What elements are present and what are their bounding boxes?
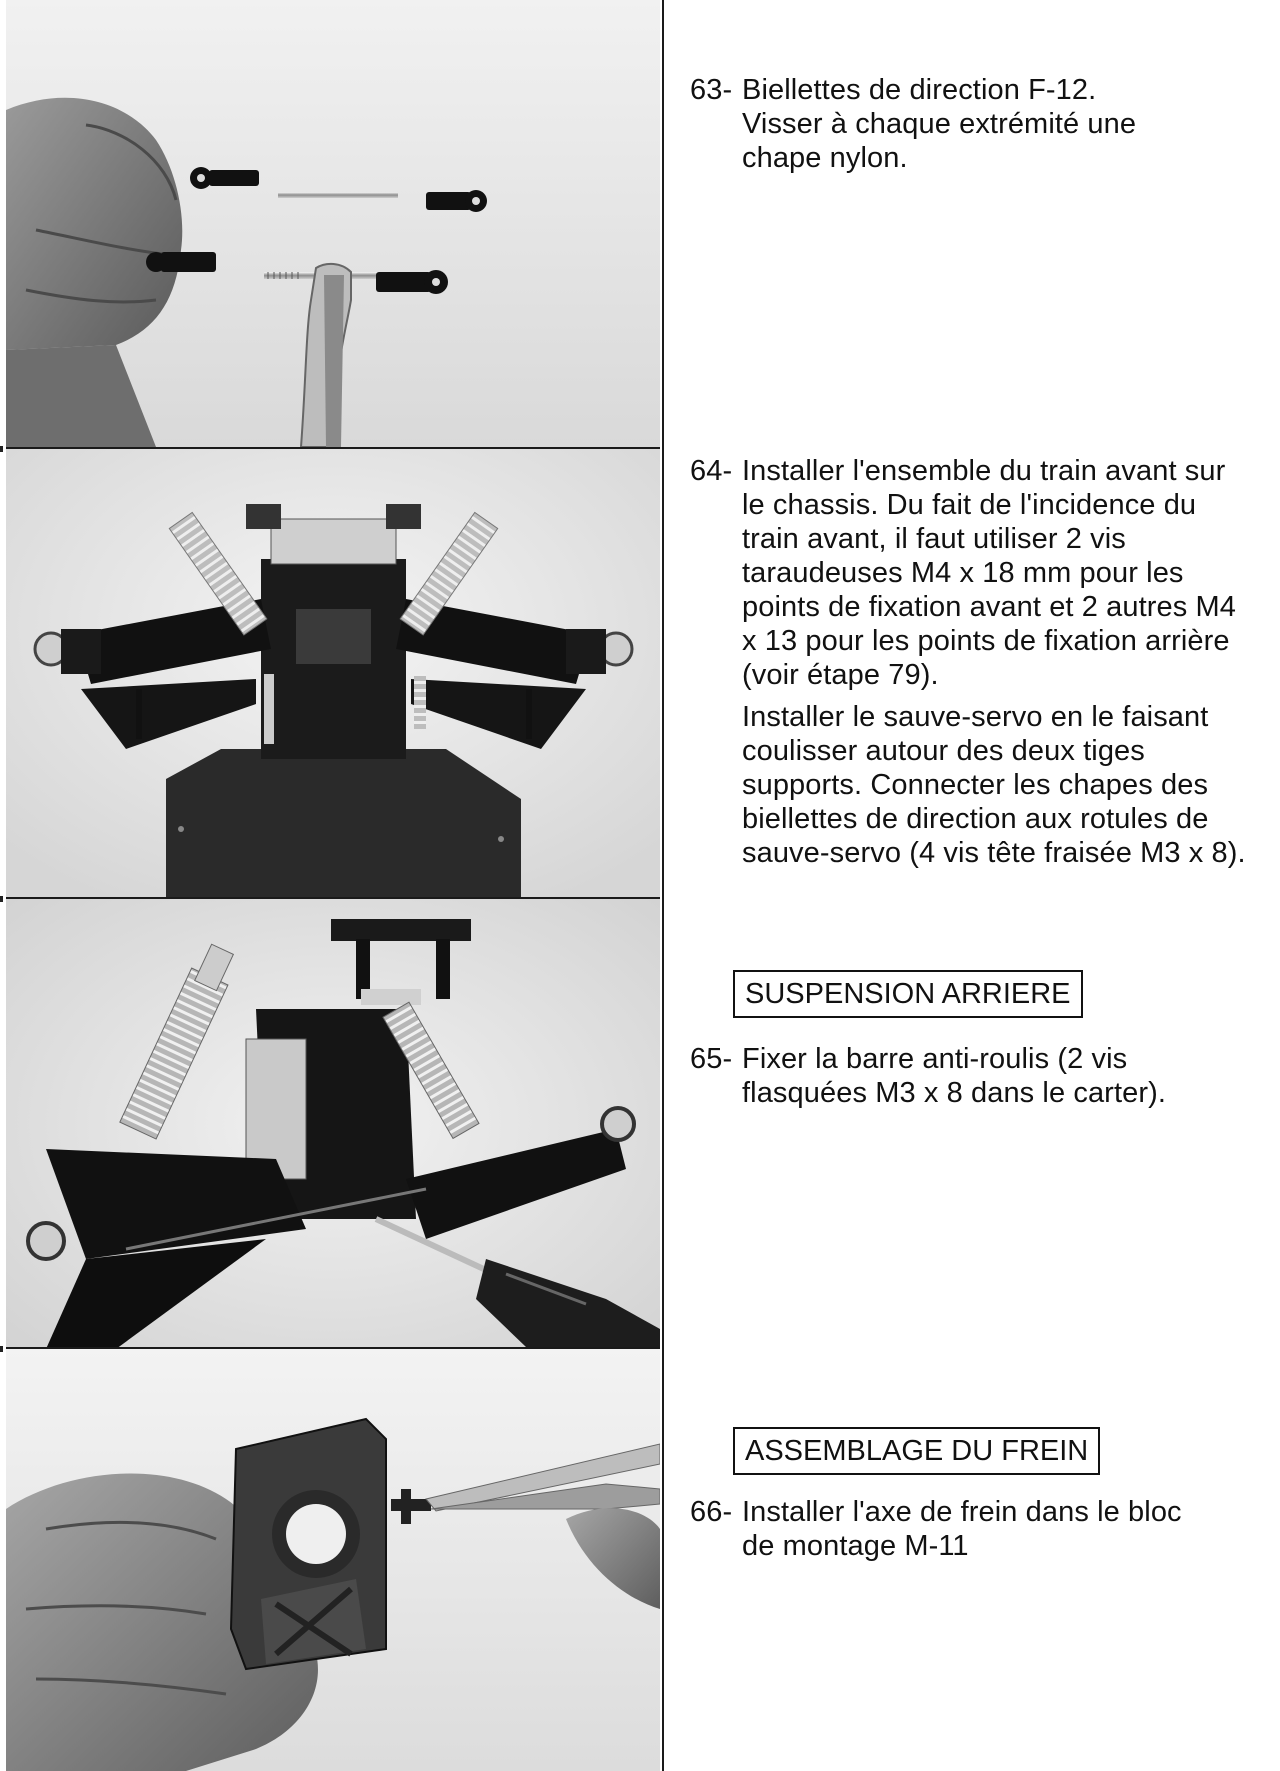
step-number: 65- — [690, 1043, 733, 1075]
step-text — [742, 1042, 1170, 1110]
step-66 — [690, 1495, 1210, 1563]
scan-mark — [0, 446, 3, 452]
ball-cup-icon — [190, 167, 259, 189]
step-paragraph: Fixer la barre anti-roulis (2 vis flasquées M3 x 8 dans le carter). — [742, 1043, 1166, 1109]
rear-suspension-photo — [6, 899, 660, 1347]
scan-mark — [0, 1346, 3, 1352]
step-63 — [690, 73, 1170, 175]
step-number: 66- — [690, 1496, 733, 1528]
section-heading-assemblage-du-frein: ASSEMBLAGE DU FREIN — [733, 1427, 1100, 1475]
step-text — [742, 1495, 1210, 1563]
step-number: 64- — [690, 455, 733, 487]
step-number: 63- — [690, 74, 733, 106]
step-65 — [690, 1042, 1170, 1110]
step-paragraph: Installer l'axe de frein dans le bloc de montage M-11 — [742, 1496, 1182, 1562]
front-suspension-photo — [6, 449, 660, 897]
step-text — [742, 73, 1170, 175]
step-paragraph: Installer le sauve-servo en le faisant coulisser autour des deux tiges supports. Connecter les chapes des biellettes de direction aux rotules de sauve-servo (4 vis tête fraisée M3 x 8). — [742, 701, 1246, 869]
step-line: Biellettes de direction F-12. — [742, 74, 1097, 106]
section-heading-suspension-arriere: SUSPENSION ARRIERE — [733, 970, 1083, 1018]
brake-block-photo — [6, 1349, 660, 1771]
step-text — [742, 454, 1250, 870]
step-64 — [690, 454, 1250, 870]
scan-mark — [0, 896, 3, 902]
steering-rods-photo — [6, 0, 660, 447]
step-line: chape nylon. — [742, 142, 908, 174]
step-paragraph: Installer l'ensemble du train avant sur le chassis. Du fait de l'incidence du train avant, il faut utiliser 2 vis taraudeuses M4 x 18 mm pour les points de fixation avant et 2 autres M4 x 13 pour les points de fixation arrière (voir étape 79). — [742, 455, 1236, 691]
column-divider — [662, 0, 664, 1771]
step-line: Visser à chaque extrémité une — [742, 108, 1137, 140]
